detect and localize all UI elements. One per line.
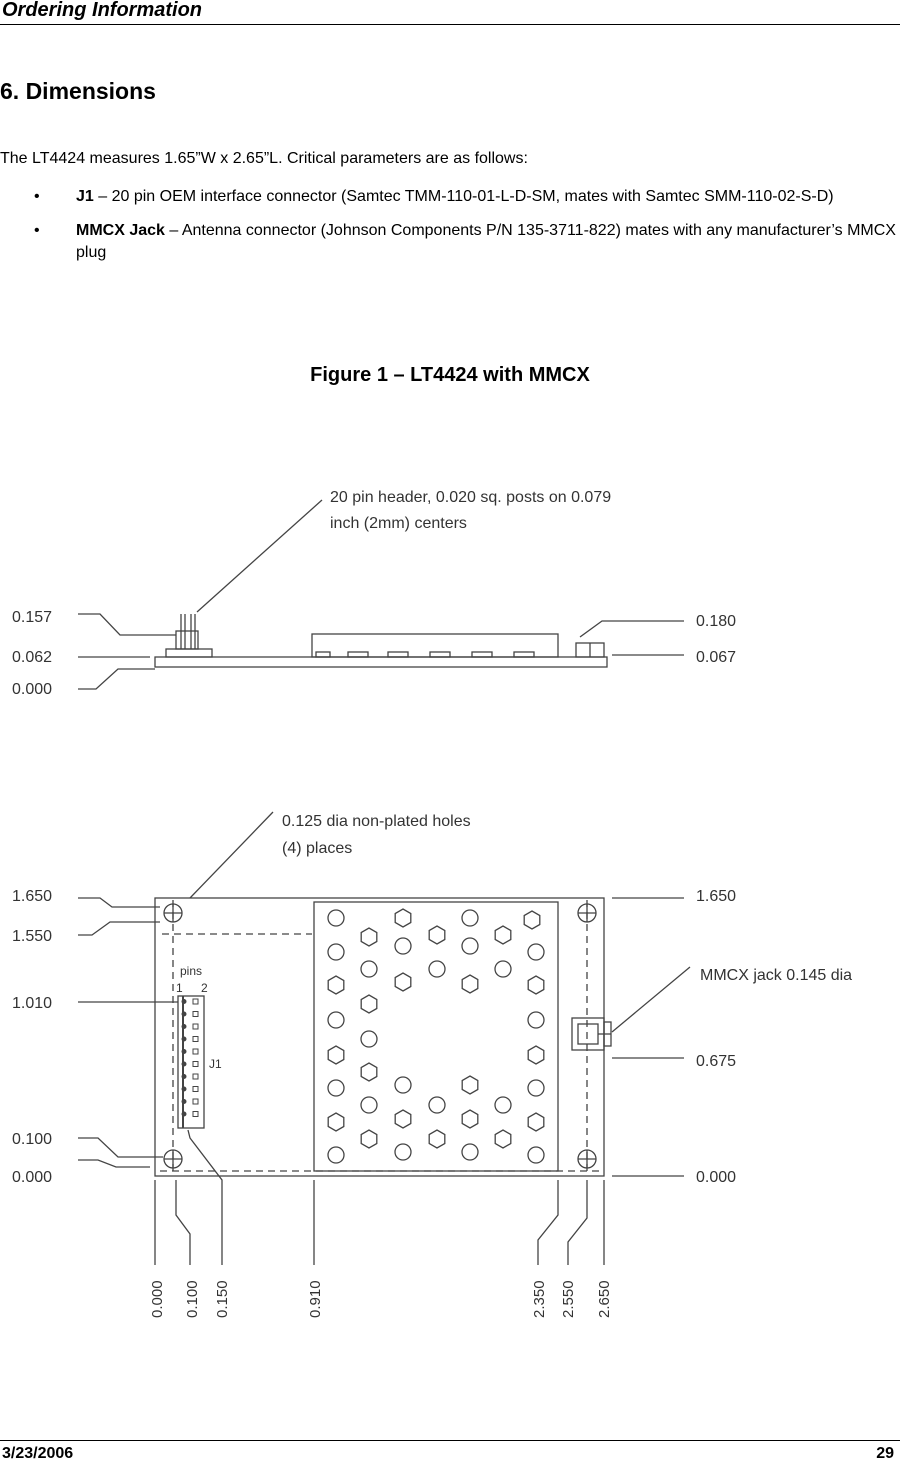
shield-bump [495, 961, 511, 977]
shield-bump [462, 1110, 478, 1128]
pin-1-row [182, 1112, 186, 1116]
left-dim-1650: 1.650 [12, 888, 53, 905]
j1-label: J1 [209, 1057, 222, 1071]
pin-2-row [193, 999, 198, 1004]
shield-bump [328, 944, 344, 960]
page-footer [0, 1440, 900, 1469]
shield-bump [429, 1130, 445, 1148]
bottom-dim-0150: 0.150 [214, 1280, 231, 1318]
shield-bump [495, 926, 511, 944]
pin-1-row [182, 1062, 186, 1066]
shield-bump [528, 944, 544, 960]
shield-bump [395, 973, 411, 991]
section-title: 6. Dimensions [0, 78, 156, 104]
bottom-dim-0100: 0.100 [184, 1280, 201, 1318]
bullet-term: MMCX Jack [76, 222, 165, 239]
pin1-label: 1 [176, 981, 183, 995]
shield-bump [328, 976, 344, 994]
bottom-dim-0000: 0.000 [149, 1280, 166, 1318]
shield-bump [395, 1144, 411, 1160]
right-dim-0000: 0.000 [696, 1169, 737, 1186]
bullet-dot-icon: • [34, 222, 40, 239]
left-dim-0000: 0.000 [12, 1169, 53, 1186]
side-header-note-line2: inch (2mm) centers [330, 515, 467, 532]
pin-1-row [182, 1087, 186, 1091]
shield-bump [524, 911, 540, 929]
j1-pins [182, 999, 198, 1117]
shield-bump [361, 1097, 377, 1113]
right-dim-1650: 1.650 [696, 888, 737, 905]
j1-connector [178, 996, 204, 1128]
shield-bump [495, 1097, 511, 1113]
left-dim-1010: 1.010 [12, 995, 53, 1012]
side-pcb [155, 657, 607, 667]
bottom-dim-0910: 0.910 [307, 1280, 324, 1318]
right-dim-0675: 0.675 [696, 1053, 737, 1070]
pin-2-row [193, 1012, 198, 1017]
shield-bump [361, 961, 377, 977]
shield-bump [395, 938, 411, 954]
shield-bump [528, 976, 544, 994]
pin-2-row [193, 1037, 198, 1042]
top-view [78, 812, 690, 1265]
shield-bump [462, 1144, 478, 1160]
page-number: 29 [876, 1445, 894, 1462]
shield-bump [528, 1113, 544, 1131]
side-header-note-line1: 20 pin header, 0.020 sq. posts on 0.079 [330, 489, 612, 506]
shield-bump [528, 1046, 544, 1064]
shield-bump [462, 910, 478, 926]
shield-bump [361, 1130, 377, 1148]
shield-bump [328, 1113, 344, 1131]
shield-bump [328, 1080, 344, 1096]
shield-bump [328, 1046, 344, 1064]
figure-title: Figure 1 – LT4424 with MMCX [310, 364, 590, 386]
side-dim-0000: 0.000 [12, 681, 53, 698]
bottom-dim-2650: 2.650 [596, 1280, 613, 1318]
shield-bump [429, 961, 445, 977]
footer-date: 3/23/2006 [2, 1445, 74, 1462]
shield-bump [395, 909, 411, 927]
shield-bump [328, 1012, 344, 1028]
shield-bump [328, 1147, 344, 1163]
pin-1-row [182, 1075, 186, 1079]
board-outline [155, 898, 604, 1176]
pins-label: pins [180, 964, 203, 978]
mmcx-jack [572, 1018, 611, 1050]
intro-paragraph: The LT4424 measures 1.65”W x 2.65”L. Critical parameters are as follows: [0, 150, 528, 167]
pin-1-row [182, 1025, 186, 1029]
side-dim-0067: 0.067 [696, 649, 737, 666]
left-dim-1550: 1.550 [12, 928, 53, 945]
pin-2-row [193, 1112, 198, 1117]
shield-bump [361, 995, 377, 1013]
shield-bump [528, 1080, 544, 1096]
pin-2-row [193, 1099, 198, 1104]
holes-note-line1: 0.125 dia non-plated holes [282, 813, 471, 830]
shield-bumps [328, 909, 544, 1163]
header-title: Ordering Information [2, 0, 202, 21]
shield-bump [462, 938, 478, 954]
shield-bump [429, 926, 445, 944]
bottom-dim-2550: 2.550 [560, 1280, 577, 1318]
side-dim-0062: 0.062 [12, 649, 53, 666]
shield-bump [361, 1063, 377, 1081]
pin-2-row [193, 1087, 198, 1092]
pin-1-row [182, 1037, 186, 1041]
pin-2-row [193, 1062, 198, 1067]
shield-bump [429, 1097, 445, 1113]
shield-bump [361, 928, 377, 946]
pin-2-row [193, 1024, 198, 1029]
shield-bump [361, 1031, 377, 1047]
shield-bump [495, 1130, 511, 1148]
shield-bump [462, 1076, 478, 1094]
pin-2-row [193, 1049, 198, 1054]
holes-note-line2: (4) places [282, 840, 353, 857]
pin-1-row [182, 1012, 186, 1016]
shield-bump [462, 975, 478, 993]
pin-1-row [182, 1000, 186, 1004]
pin-1-row [182, 1050, 186, 1054]
shield-bump [395, 1110, 411, 1128]
bullet-dot-icon: • [34, 188, 40, 205]
pin2-label: 2 [201, 981, 208, 995]
side-dim-0157: 0.157 [12, 609, 53, 626]
shield-bump [528, 1012, 544, 1028]
bullet-term: J1 [76, 188, 94, 205]
pin-1-row [182, 1100, 186, 1104]
shield-bump [528, 1147, 544, 1163]
side-dim-0180: 0.180 [696, 613, 737, 630]
mmcx-note: MMCX jack 0.145 dia [700, 967, 853, 984]
pin-2-row [193, 1074, 198, 1079]
bullet-text: – 20 pin OEM interface connector (Samtec TMM-110-01-L-D-SM, mates with Samtec SMM-110-02-S-D) [93, 188, 834, 205]
side-shield [312, 634, 558, 657]
shield-bump [328, 910, 344, 926]
left-dim-0100: 0.100 [12, 1131, 53, 1148]
bottom-dim-2350: 2.350 [531, 1280, 548, 1318]
bullet-text: – Antenna connector (Johnson Components P/N 135-3711-822) mates with any manufacturer’s MMCX plug [76, 222, 896, 261]
shield-bump [395, 1077, 411, 1093]
